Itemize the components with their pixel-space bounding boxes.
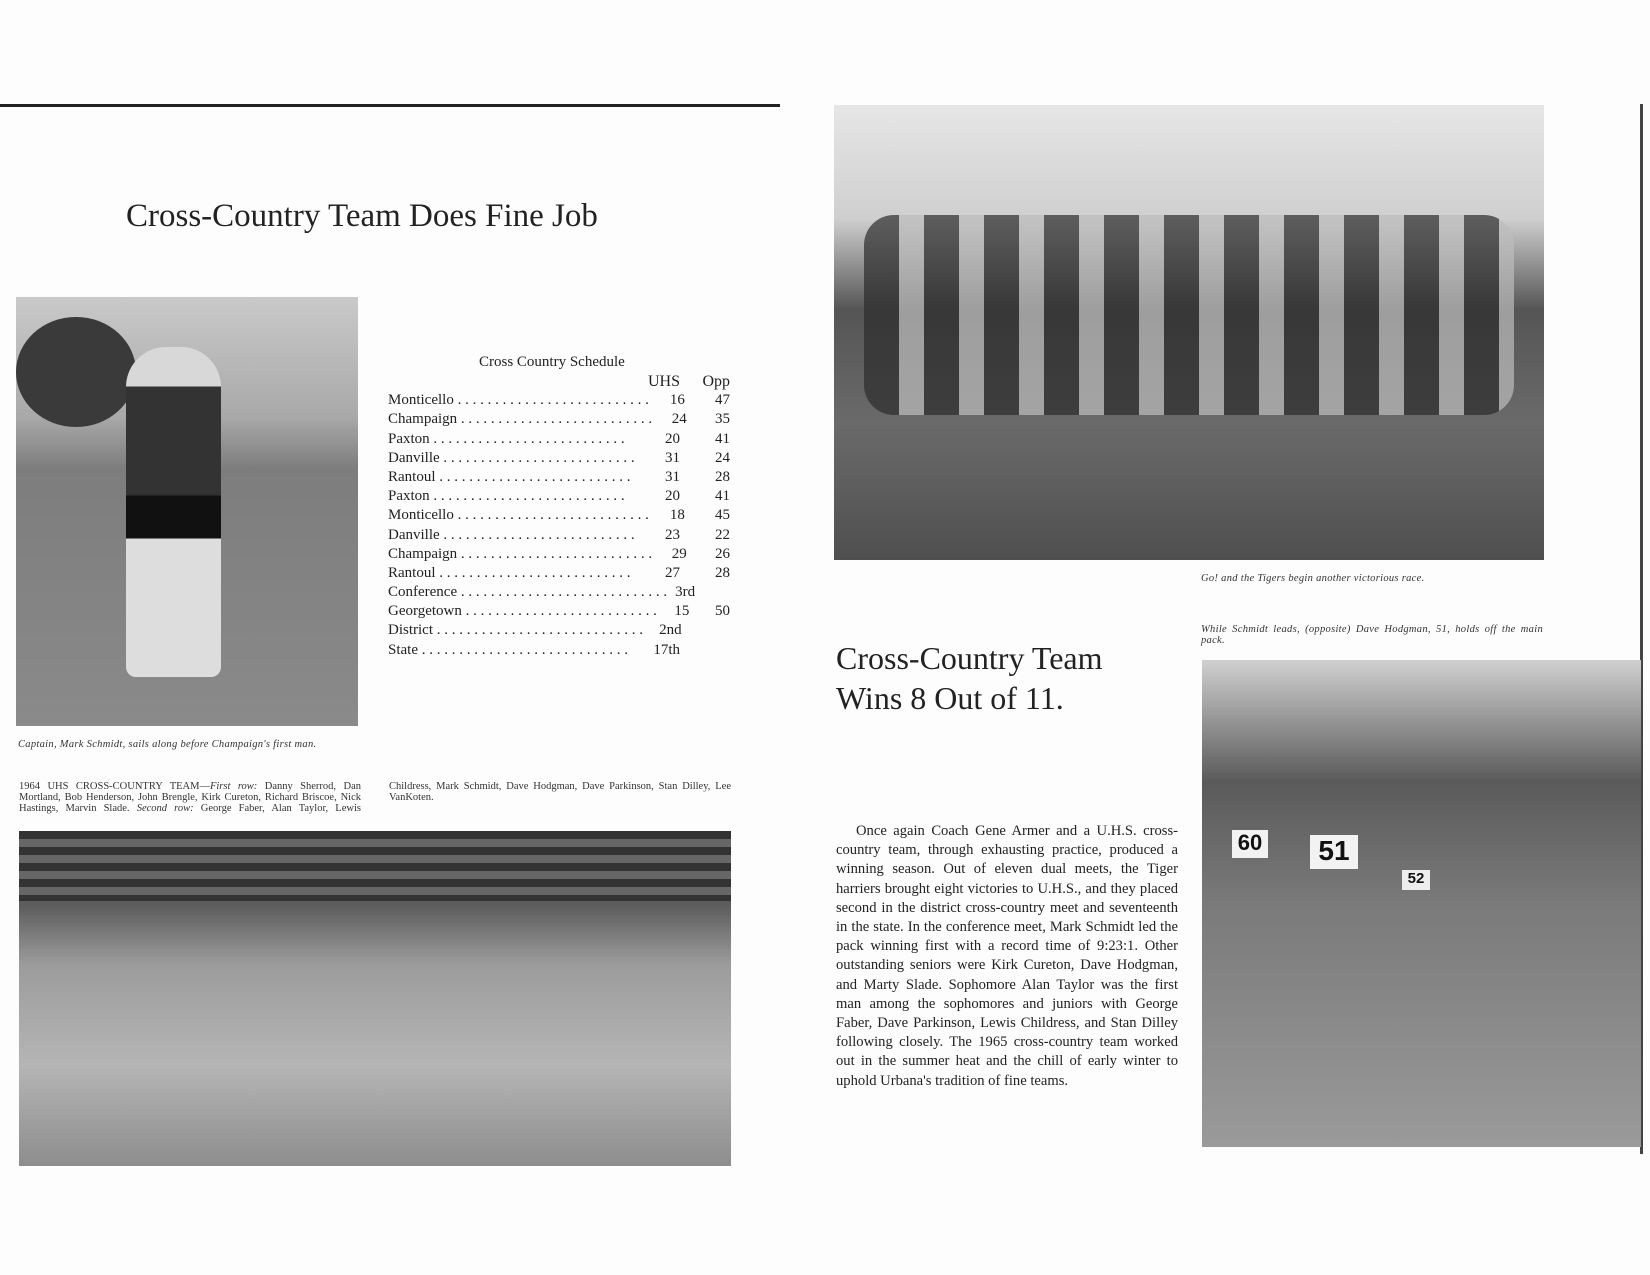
first-row-names: Danny Sherrod, Dan Mortland, Bob Henderson, John Brengle, Kirk Cureton, Richard Briscoe, Nick Hastings, Marvin Slade.	[19, 781, 361, 814]
runners-race-photo	[1202, 660, 1641, 1147]
runner-figure	[126, 347, 221, 677]
opp-score: 45	[715, 507, 730, 524]
opponent-name: Paxton . . . . . . . . . . . . . . . . . . . . . . . . . .	[388, 430, 625, 447]
race-start-photo	[834, 105, 1544, 560]
first-row-label: First row:	[209, 781, 258, 792]
captain-running-photo	[16, 297, 358, 726]
bib-60: 60	[1232, 830, 1268, 858]
team-caption-lead: 1964 UHS CROSS-COUNTRY TEAM—	[19, 781, 210, 792]
opponent-name: Paxton . . . . . . . . . . . . . . . . . . . . . . . . . .	[388, 488, 625, 505]
race-start-caption: Go! and the Tigers begin another victorious race.	[1201, 573, 1425, 584]
team-group-photo	[19, 831, 731, 1166]
schedule-row	[388, 564, 730, 583]
article-body: Once again Coach Gene Armer and a U.H.S. cross-country team, through exhausting practice, produced a winning season. Out of eleven dual meets, the Tiger harriers brought eight victories to U.H.S., and they placed second in the district cross-country meet and seventeenth in the state. In the conference meet, Mark Schmidt led the pack winning first with a record time of 9:23:1. Other outstanding seniors were Kirk Cureton, Dave Hodgman, and Marty Slade. Sophomore Alan Taylor was the first man among the sophomores and juniors with George Faber, Dave Parkinson, Lewis Childress, and Stan Dilley following closely. The 1965 cross-country team worked out in the summer heat and the chill of early winter to uphold Urbana's tradition of fine teams.	[836, 823, 1178, 1089]
uhs-score: 3rd	[675, 584, 696, 601]
schedule-title: Cross Country Schedule	[479, 354, 625, 370]
opponent-name: Georgetown . . . . . . . . . . . . . . . . . . . . . . . . . .	[388, 603, 657, 620]
opponent-name: Rantoul . . . . . . . . . . . . . . . . . . . . . . . . . .	[388, 564, 631, 581]
team-caption	[19, 781, 731, 815]
opp-score: 28	[715, 564, 730, 581]
opponent-name: Danville . . . . . . . . . . . . . . . . . . . . . . . . . .	[388, 526, 635, 543]
title-line-2: Wins 8 Out of 11.	[836, 680, 1064, 716]
uhs-score: 15	[674, 603, 690, 620]
schedule-table	[388, 357, 730, 660]
hodgman-photo-caption: While Schmidt leads, (opposite) Dave Hodgman, 51, holds off the main pack.	[1201, 624, 1543, 646]
uhs-score: 18	[669, 507, 685, 524]
opponent-name: District . . . . . . . . . . . . . . . . . . . . . . . . . . . .	[388, 622, 643, 639]
opponent-name: Danville . . . . . . . . . . . . . . . . . . . . . . . . . .	[388, 449, 635, 466]
uhs-score: 20	[665, 488, 680, 505]
schedule-row	[388, 449, 730, 468]
schedule-row	[388, 487, 730, 506]
second-row-label: Second row:	[136, 803, 194, 814]
opponent-name: State . . . . . . . . . . . . . . . . . . . . . . . . . . . .	[388, 641, 628, 658]
opponent-name: Rantoul . . . . . . . . . . . . . . . . . . . . . . . . . .	[388, 468, 631, 485]
schedule-row	[388, 506, 730, 525]
opponent-name: Conference . . . . . . . . . . . . . . . . . . . . . . . . . . . .	[388, 584, 668, 601]
bleachers	[19, 831, 731, 901]
schedule-row	[388, 641, 730, 660]
uhs-score: 29	[671, 545, 687, 562]
uhs-score: 17th	[653, 641, 680, 658]
opponent-name: Monticello . . . . . . . . . . . . . . . . . . . . . . . . . .	[388, 507, 649, 524]
schedule-row	[388, 468, 730, 487]
bib-51: 51	[1310, 835, 1358, 869]
opp-score: 47	[715, 392, 730, 409]
schedule-row	[388, 526, 730, 545]
schedule-row	[388, 583, 730, 602]
right-page-title	[836, 638, 1102, 718]
opp-score: 35	[715, 411, 730, 428]
opp-score	[682, 621, 730, 640]
schedule-row	[388, 430, 730, 449]
top-rule	[0, 104, 780, 107]
uhs-score: 24	[671, 411, 687, 428]
uhs-score: 31	[665, 468, 680, 485]
tree-silhouette	[16, 317, 136, 427]
schedule-row	[388, 545, 730, 564]
schedule-row	[388, 621, 730, 640]
schedule-row	[388, 410, 730, 429]
schedule-row	[388, 391, 730, 410]
opp-score: 28	[715, 468, 730, 485]
uhs-score: 27	[665, 564, 680, 581]
col-header-opp: Opp	[702, 373, 730, 390]
captain-photo-caption: Captain, Mark Schmidt, sails along before Champaign's first man.	[18, 739, 317, 750]
uhs-score: 16	[669, 392, 685, 409]
opp-score	[680, 641, 730, 660]
title-line-1: Cross-Country Team	[836, 640, 1103, 676]
opponent-name: Champaign . . . . . . . . . . . . . . . . . . . . . . . . . .	[388, 545, 653, 562]
opp-score: 50	[715, 603, 730, 620]
opp-score: 41	[715, 488, 730, 505]
opp-score: 22	[715, 526, 730, 543]
opponent-name: Champaign . . . . . . . . . . . . . . . . . . . . . . . . . .	[388, 411, 653, 428]
opponent-name: Monticello . . . . . . . . . . . . . . . . . . . . . . . . . .	[388, 392, 649, 409]
opp-score: 24	[715, 449, 730, 466]
schedule-row	[388, 602, 730, 621]
uhs-score: 20	[665, 430, 680, 447]
uhs-score: 31	[665, 449, 680, 466]
opp-score: 41	[715, 430, 730, 447]
opp-score: 26	[715, 545, 730, 562]
second-row-names: George Faber, Alan Taylor, Lewis Childress, Mark Schmidt, Dave Hodgman, Dave Parkinson, Stan Dilley, Lee VanKoten.	[193, 781, 731, 814]
uhs-score: 2nd	[659, 622, 682, 639]
left-page-title: Cross-Country Team Does Fine Job	[126, 198, 598, 234]
bib-52: 52	[1402, 870, 1430, 890]
runners-pack	[864, 215, 1514, 415]
opp-score	[695, 583, 730, 602]
uhs-score: 23	[665, 526, 680, 543]
col-header-uhs: UHS	[647, 373, 680, 390]
